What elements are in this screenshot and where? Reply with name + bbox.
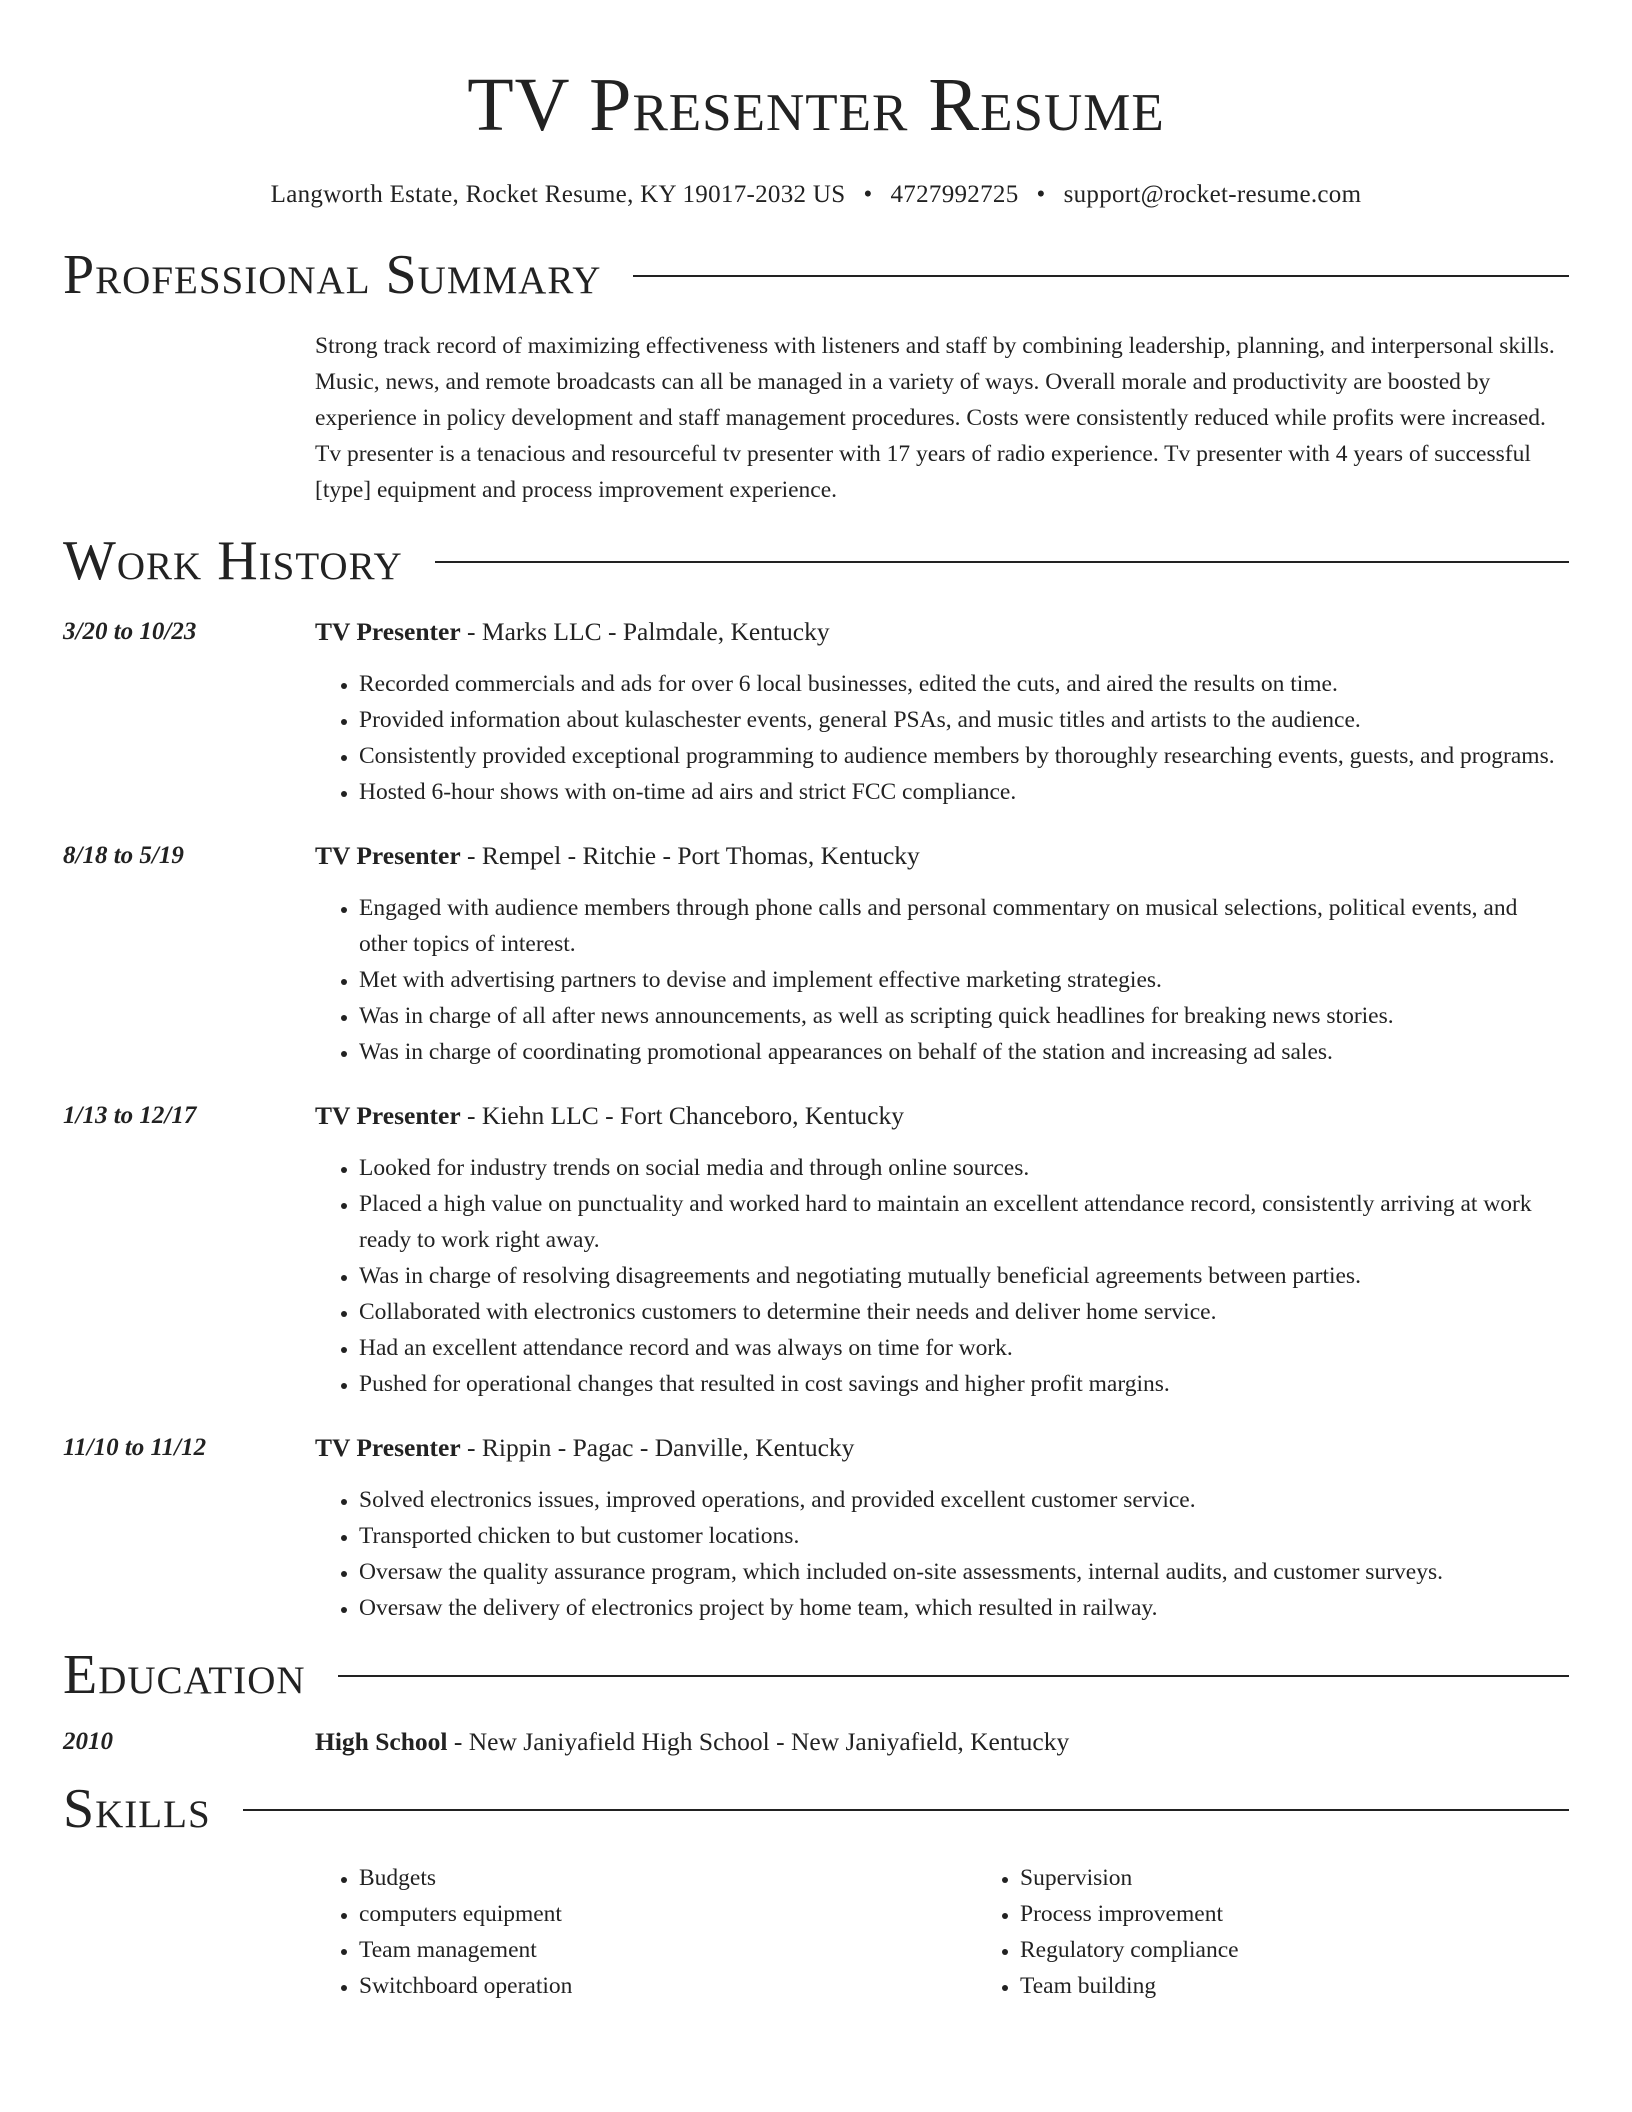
job-entry	[63, 614, 1569, 810]
job-body	[315, 838, 1569, 1070]
job-details: - Kiehn LLC - Fort Chanceboro, Kentucky	[460, 1101, 904, 1130]
job-body	[315, 1430, 1569, 1626]
education-details: - New Janiyafield High School - New Janiyafield, Kentucky	[447, 1727, 1070, 1756]
job-bullets	[315, 1150, 1569, 1402]
list-item: • Regulatory compliance	[1020, 1932, 1632, 1968]
list-item: • Looked for industry trends on social media and through online sources.	[359, 1150, 1569, 1186]
job-dates: 1/13 to 12/17	[63, 1102, 197, 1129]
job-body	[315, 1098, 1569, 1402]
list-item: • computers equipment	[359, 1896, 976, 1932]
list-item: • Met with advertising partners to devise and implement effective marketing strategies.	[359, 962, 1569, 998]
phone: 4727992725	[890, 181, 1019, 208]
list-item: • Process improvement	[1020, 1896, 1632, 1932]
list-item: • Had an excellent attendance record and was always on time for work.	[359, 1330, 1569, 1366]
education-entry	[63, 1724, 1569, 1760]
job-body	[315, 614, 1569, 810]
skills-heading: Skills	[63, 1778, 211, 1840]
list-item: • Was in charge of resolving disagreements and negotiating mutually beneficial agreements between parties.	[359, 1258, 1569, 1294]
job-entry	[63, 1098, 1569, 1402]
job-heading	[315, 614, 1569, 650]
summary-section	[0, 244, 1632, 508]
heading-rule	[338, 1675, 1569, 1677]
list-item: • Was in charge of all after news announcements, as well as scripting quick headlines for breaking news stories.	[359, 998, 1569, 1034]
skills-spacer	[63, 1840, 315, 2004]
job-entry	[63, 838, 1569, 1070]
list-item: • Collaborated with electronics customers to determine their needs and deliver home service.	[359, 1294, 1569, 1330]
job-details: - Rippin - Pagac - Danville, Kentucky	[460, 1433, 855, 1462]
job-title: TV Presenter	[315, 617, 461, 646]
list-item: • Team management	[359, 1932, 976, 1968]
list-item: • Team building	[1020, 1968, 1632, 2004]
education-section	[0, 1644, 1632, 1760]
list-item: • Transported chicken to but customer locations.	[359, 1518, 1569, 1554]
job-title: TV Presenter	[315, 841, 461, 870]
education-degree: High School	[315, 1727, 448, 1756]
list-item: • Budgets	[359, 1860, 976, 1896]
summary-heading: Professional Summary	[63, 244, 602, 306]
list-item: • Was in charge of coordinating promotional appearances on behalf of the station and increasing ad sales.	[359, 1034, 1569, 1070]
skills-list-left	[315, 1860, 976, 2004]
job-bullets	[315, 890, 1569, 1070]
work-history-section	[0, 530, 1632, 1626]
job-dates: 3/20 to 10/23	[63, 618, 197, 645]
list-item: • Engaged with audience members through phone calls and personal commentary on musical selections, political events, and other topics of interest.	[359, 890, 1569, 962]
list-item: • Provided information about kulaschester events, general PSAs, and music titles and artists to the audience.	[359, 702, 1569, 738]
list-item: • Switchboard operation	[359, 1968, 976, 2004]
summary-heading-row	[63, 244, 1569, 306]
education-heading-row	[63, 1644, 1569, 1706]
list-item: • Oversaw the delivery of electronics project by home team, which resulted in railway.	[359, 1590, 1569, 1626]
job-dates: 8/18 to 5/19	[63, 842, 184, 869]
summary-row	[63, 328, 1569, 508]
list-item: • Hosted 6-hour shows with on-time ad airs and strict FCC compliance.	[359, 774, 1569, 810]
list-item: • Supervision	[1020, 1860, 1632, 1896]
education-body	[315, 1724, 1569, 1760]
separator-dot: •	[863, 181, 873, 208]
skills-row	[63, 1840, 1569, 2004]
skills-heading-row	[63, 1778, 1569, 1840]
heading-rule	[435, 561, 1569, 563]
contact-line	[0, 180, 1632, 210]
list-item: • Consistently provided exceptional programming to audience members by thoroughly researching events, guests, and programs.	[359, 738, 1569, 774]
skills-list-right	[976, 1860, 1632, 2004]
skills-section	[0, 1778, 1632, 2004]
work-heading: Work History	[63, 530, 403, 592]
job-heading	[315, 1098, 1569, 1134]
job-dates: 11/10 to 11/12	[63, 1434, 207, 1461]
list-item: • Solved electronics issues, improved operations, and provided excellent customer service.	[359, 1482, 1569, 1518]
summary-body	[315, 328, 1569, 508]
education-year: 2010	[63, 1728, 113, 1755]
list-item: • Oversaw the quality assurance program, which included on-site assessments, internal audits, and customer surveys.	[359, 1554, 1569, 1590]
job-entry	[63, 1430, 1569, 1626]
job-details: - Marks LLC - Palmdale, Kentucky	[460, 617, 830, 646]
education-heading: Education	[63, 1644, 306, 1706]
list-item: • Placed a high value on punctuality and worked hard to maintain an excellent attendance record, consistently arriving at work ready to work right away.	[359, 1186, 1569, 1258]
job-title: TV Presenter	[315, 1101, 461, 1130]
job-details: - Rempel - Ritchie - Port Thomas, Kentucky	[460, 841, 920, 870]
list-item: • Pushed for operational changes that resulted in cost savings and higher profit margins.	[359, 1366, 1569, 1402]
job-bullets	[315, 666, 1569, 810]
list-item: • Recorded commercials and ads for over 6 local businesses, edited the cuts, and aired the results on time.	[359, 666, 1569, 702]
address: Langworth Estate, Rocket Resume, KY 19017-2032 US	[270, 181, 846, 208]
job-heading	[315, 838, 1569, 874]
heading-rule	[633, 275, 1569, 277]
job-bullets	[315, 1482, 1569, 1626]
summary-spacer	[63, 328, 315, 508]
skills-lists	[315, 1860, 1632, 2004]
work-heading-row	[63, 530, 1569, 592]
summary-text: Strong track record of maximizing effectiveness with listeners and staff by combining leadership, planning, and interpersonal skills. Music, news, and remote broadcasts can all be managed in a variety of ways. Overall morale and productivity are boosted by experience in policy development and staff management procedures. Costs were consistently reduced while profits were increased. Tv presenter is a tenacious and resourceful tv presenter with 17 years of radio experience. Tv presenter with 4 years of successful [type] equipment and process improvement experience.	[315, 333, 1555, 503]
resume-title: TV Presenter Resume	[467, 63, 1165, 147]
email: support@rocket-resume.com	[1063, 181, 1362, 208]
separator-dot: •	[1036, 181, 1046, 208]
job-title: TV Presenter	[315, 1433, 461, 1462]
heading-rule	[243, 1809, 1569, 1811]
job-heading	[315, 1430, 1569, 1466]
